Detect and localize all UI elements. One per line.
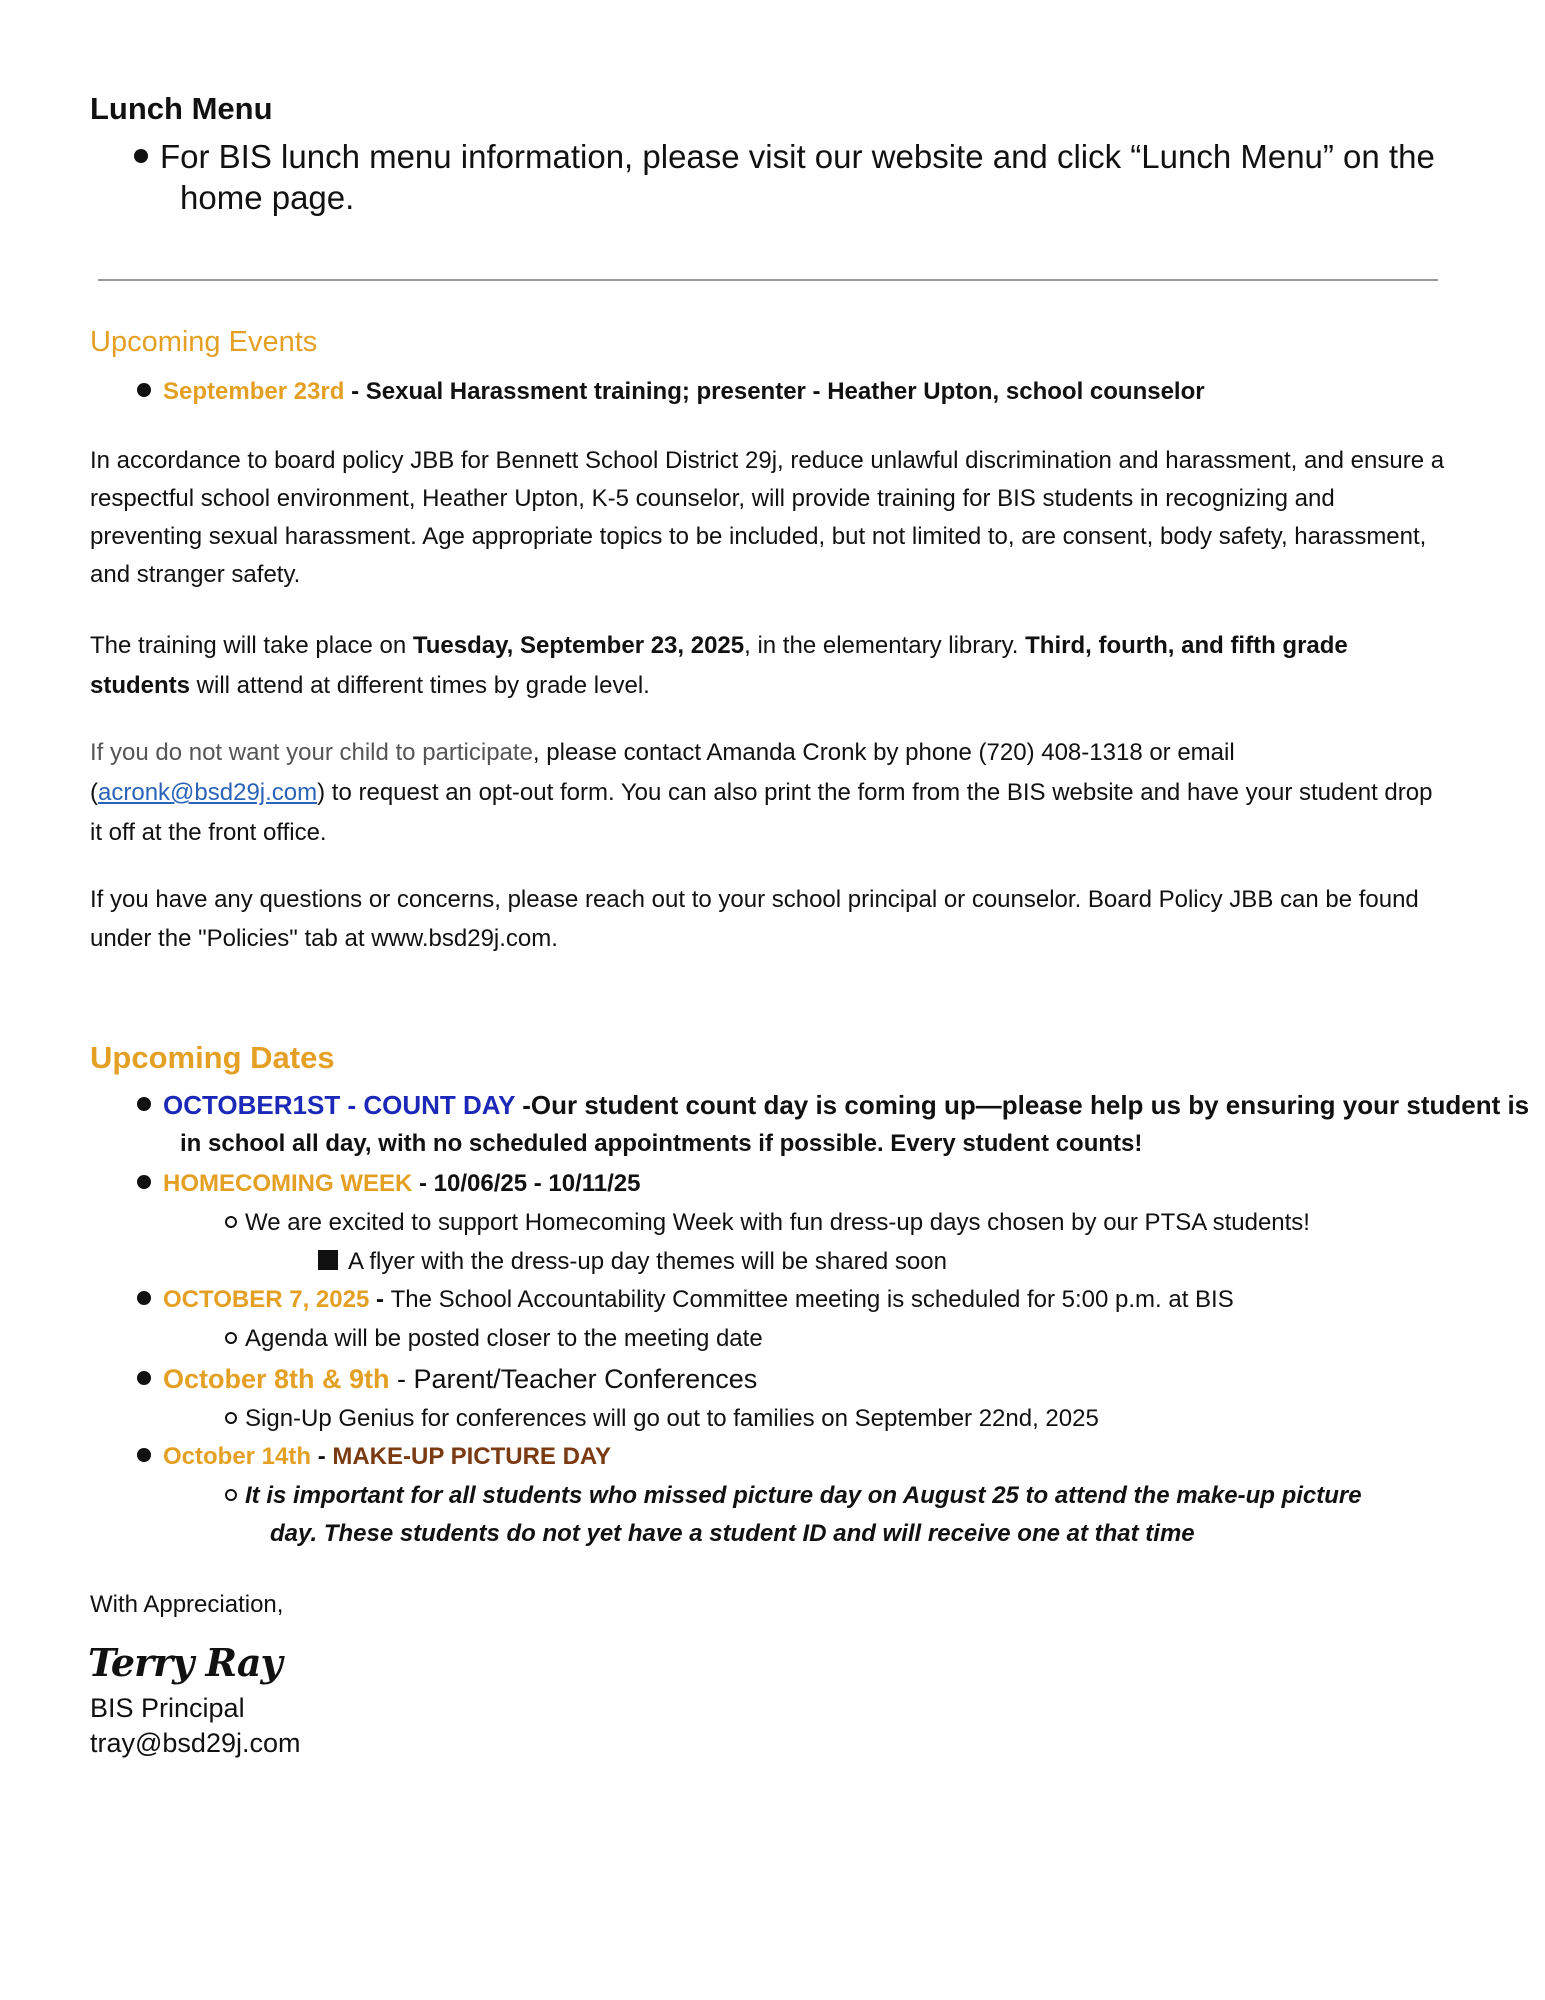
- training-location: , in the elementary library.: [744, 632, 1026, 659]
- opt-out-paragraph: [90, 733, 1450, 853]
- homecoming-subsub-text: A flyer with the dress-up day themes will be shared soon: [348, 1248, 947, 1275]
- lunch-menu-text-line2: home page.: [180, 179, 355, 216]
- homecoming-subsub-item: [318, 1248, 947, 1276]
- picture-day-sub-text: It is important for all students who missed picture day on August 25 to attend the make-up picture: [245, 1482, 1362, 1509]
- picture-day-sub-text-cont: day. These students do not yet have a student ID and will receive one at that time: [270, 1520, 1195, 1547]
- date-item-conferences: [137, 1364, 757, 1395]
- circle-bullet-icon: [225, 1412, 237, 1424]
- signature: Terry Ray: [88, 1640, 282, 1685]
- circle-bullet-icon: [225, 1332, 237, 1344]
- signer-title: BIS Principal: [90, 1693, 245, 1723]
- circle-bullet-icon: [225, 1489, 237, 1501]
- event-separator: -: [344, 378, 366, 405]
- training-text-end: will attend at different times by grade level.: [190, 672, 650, 699]
- circle-bullet-icon: [225, 1216, 237, 1228]
- conferences-text: - Parent/Teacher Conferences: [389, 1364, 758, 1394]
- training-paragraph: [90, 626, 1450, 706]
- picture-day-date: October 14th: [163, 1443, 312, 1470]
- policy-paragraph: In accordance to board policy JBB for Bennett School District 29j, reduce unlawful discrimination and harassment, and ensure a respectful school environment, Heather Upton, K-5 counselor, will provide training for BIS students in recognizing and preventing sexual harassment. Age appropriate topics to be included, but not limited to, are consent, body safety, harassment, and stranger safety.: [90, 447, 1445, 588]
- closing-text: With Appreciation,: [90, 1591, 284, 1618]
- homecoming-dates: - 10/06/25 - 10/11/25: [412, 1170, 641, 1197]
- questions-paragraph: If you have any questions or concerns, please reach out to your school principal or counselor. Board Policy JBB can be found under the "Policies" tab at www.bsd29j.com.: [90, 886, 1419, 952]
- bullet-icon: [137, 1448, 151, 1462]
- conferences-sub-item: [225, 1405, 1099, 1433]
- lunch-menu-heading: Lunch Menu: [90, 91, 273, 126]
- accountability-separator: -: [369, 1286, 391, 1313]
- accountability-label: OCTOBER 7, 2025: [163, 1286, 370, 1313]
- signer-email: tray@bsd29j.com: [90, 1728, 301, 1758]
- bullet-icon: [137, 1097, 151, 1111]
- opt-out-lead: If you do not want your child to participate: [90, 739, 533, 766]
- event-title: Sexual Harassment training; presenter - Heather Upton, school counselor: [365, 378, 1205, 405]
- count-day-label: OCTOBER1ST - COUNT DAY: [163, 1090, 516, 1120]
- date-item-accountability: [137, 1286, 1234, 1314]
- date-item-count-day: [137, 1090, 1529, 1121]
- upcoming-events-heading: Upcoming Events: [90, 326, 318, 358]
- upcoming-dates-heading: Upcoming Dates: [90, 1040, 335, 1075]
- date-item-homecoming: [137, 1170, 641, 1198]
- conferences-label: October 8th & 9th: [163, 1364, 390, 1394]
- opt-out-contact: , please contact Amanda Cronk by phone (720) 408-1318 or email (: [90, 739, 1235, 806]
- lunch-menu-text-line1: For BIS lunch menu information, please visit our website and click “Lunch Menu” on the: [160, 138, 1435, 175]
- homecoming-sub-item: [225, 1209, 1310, 1237]
- picture-day-label: MAKE-UP PICTURE DAY: [332, 1443, 612, 1470]
- homecoming-sub-text: We are excited to support Homecoming Week with fun dress-up days chosen by our PTSA students!: [245, 1209, 1310, 1236]
- training-grades: Third, fourth, and fifth grade students: [90, 632, 1348, 699]
- email-link[interactable]: acronk@bsd29j.com: [98, 779, 318, 806]
- accountability-sub-text: Agenda will be posted closer to the meeting date: [245, 1325, 763, 1352]
- picture-day-separator: -: [311, 1443, 333, 1470]
- training-text: The training will take place on: [90, 632, 413, 659]
- event-date: September 23rd: [163, 378, 345, 405]
- opt-out-text-end: ) to request an opt-out form. You can also print the form from the BIS website and have your student drop it off at the front office.: [90, 779, 1433, 846]
- bullet-icon: [134, 149, 148, 163]
- training-date: Tuesday, September 23, 2025: [412, 632, 745, 659]
- event-item-sept23: [137, 378, 1205, 406]
- accountability-text: The School Accountability Committee meeting is scheduled for 5:00 p.m. at BIS: [390, 1286, 1234, 1313]
- homecoming-label: HOMECOMING WEEK: [163, 1170, 413, 1197]
- count-day-text-cont: in school all day, with no scheduled appointments if possible. Every student counts!: [180, 1130, 1143, 1157]
- lunch-menu-item: [137, 136, 1437, 218]
- bullet-icon: [137, 383, 151, 397]
- accountability-sub-item: [225, 1325, 763, 1353]
- picture-day-sub-item: [225, 1482, 1362, 1510]
- count-day-text: -Our student count day is coming up—please help us by ensuring your student is: [515, 1090, 1530, 1120]
- date-item-picture-day: [137, 1443, 611, 1471]
- section-divider: [98, 279, 1438, 281]
- bullet-icon: [137, 1175, 151, 1189]
- bullet-icon: [137, 1371, 151, 1385]
- bullet-icon: [137, 1291, 151, 1305]
- conferences-sub-text: Sign-Up Genius for conferences will go out to families on September 22nd, 2025: [245, 1405, 1099, 1432]
- square-bullet-icon: [318, 1250, 338, 1270]
